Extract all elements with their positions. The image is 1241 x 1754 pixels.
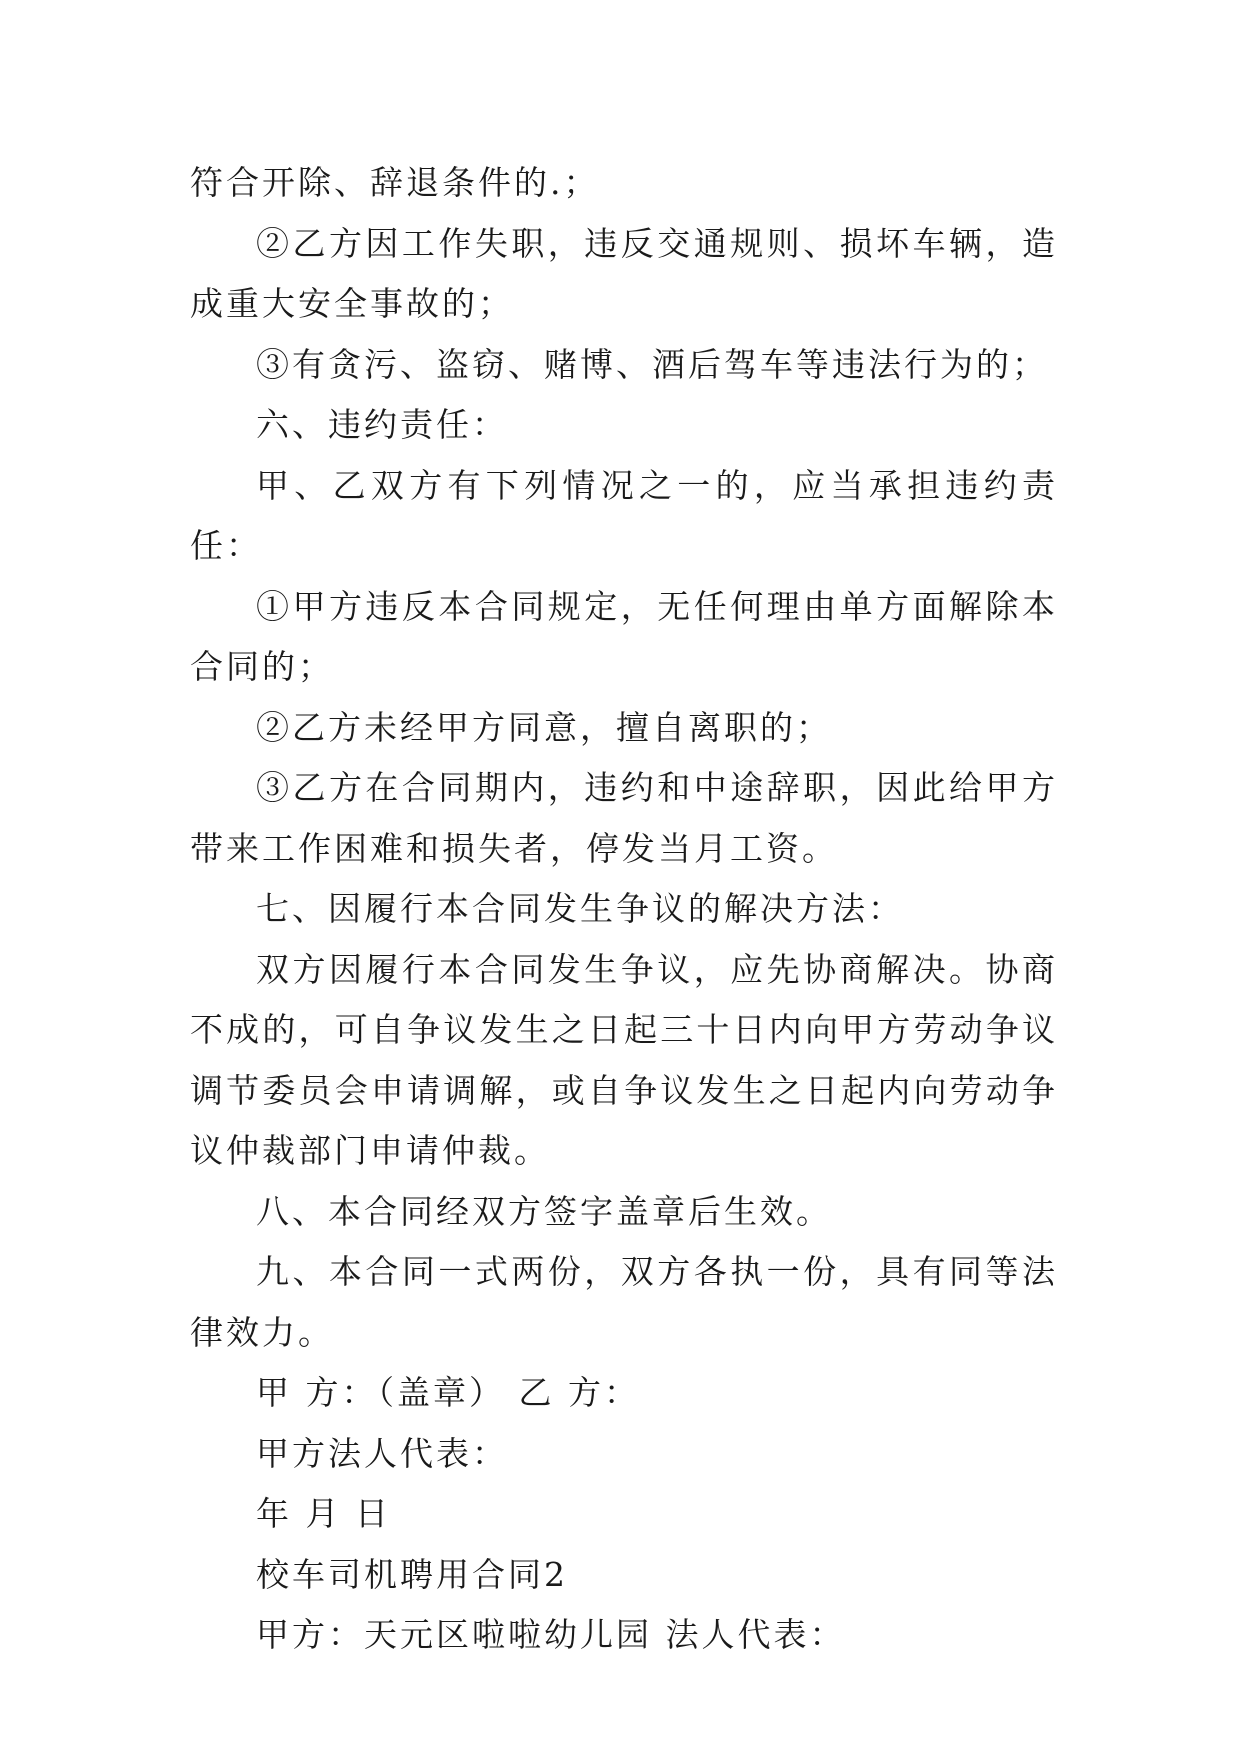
paragraph-clause-3-illegal-acts: ③有贪污、盗窃、赌博、酒后驾车等违法行为的； xyxy=(256,344,1048,384)
signature-parties-line: 甲 方：（盖章） 乙 方： xyxy=(256,1373,640,1412)
paragraph-breach-3: ③乙方在合同期内，违约和中途辞职，因此给甲方带来工作困难和损失者，停发当月工资。 xyxy=(190,768,1058,868)
section-copies: 九、本合同一式两份，双方各执一份，具有同等法律效力。 xyxy=(190,1252,1058,1352)
section-effective: 八、本合同经双方签字盖章后生效。 xyxy=(256,1191,832,1231)
contract-2-party-a: 甲方：天元区啦啦幼儿园 法人代表： xyxy=(256,1615,846,1654)
section-heading-breach-liability: 六、违约责任： xyxy=(256,405,508,444)
paragraph-breach-intro: 甲、乙双方有下列情况之一的，应当承担违约责任： xyxy=(190,465,1058,565)
signature-date-line: 年 月 日 xyxy=(256,1494,391,1533)
paragraph-clause-2-negligence: ②乙方因工作失职，违反交通规则、损坏车辆，造成重大安全事故的； xyxy=(190,223,1058,323)
paragraph-breach-1: ①甲方违反本合同规定，无任何理由单方面解除本合同的； xyxy=(190,586,1058,686)
signature-legal-rep-line: 甲方法人代表： xyxy=(256,1433,508,1473)
section-heading-dispute-resolution: 七、因履行本合同发生争议的解决方法： xyxy=(256,889,904,928)
contract-2-title: 校车司机聘用合同2 xyxy=(256,1554,568,1594)
paragraph-dispute-resolution: 双方因履行本合同发生争议，应先协商解决。协商不成的，可自争议发生之日起三十日内向甲方劳动争议调节委员会申请调解，或自争议发生之日起内向劳动争议仲裁部门申请仲裁。 xyxy=(190,949,1058,1170)
paragraph-dismissal-conditions: 符合开除、辞退条件的.； xyxy=(190,163,600,202)
paragraph-breach-2: ②乙方未经甲方同意，擅自离职的； xyxy=(256,707,832,747)
document-body xyxy=(190,153,1058,1666)
